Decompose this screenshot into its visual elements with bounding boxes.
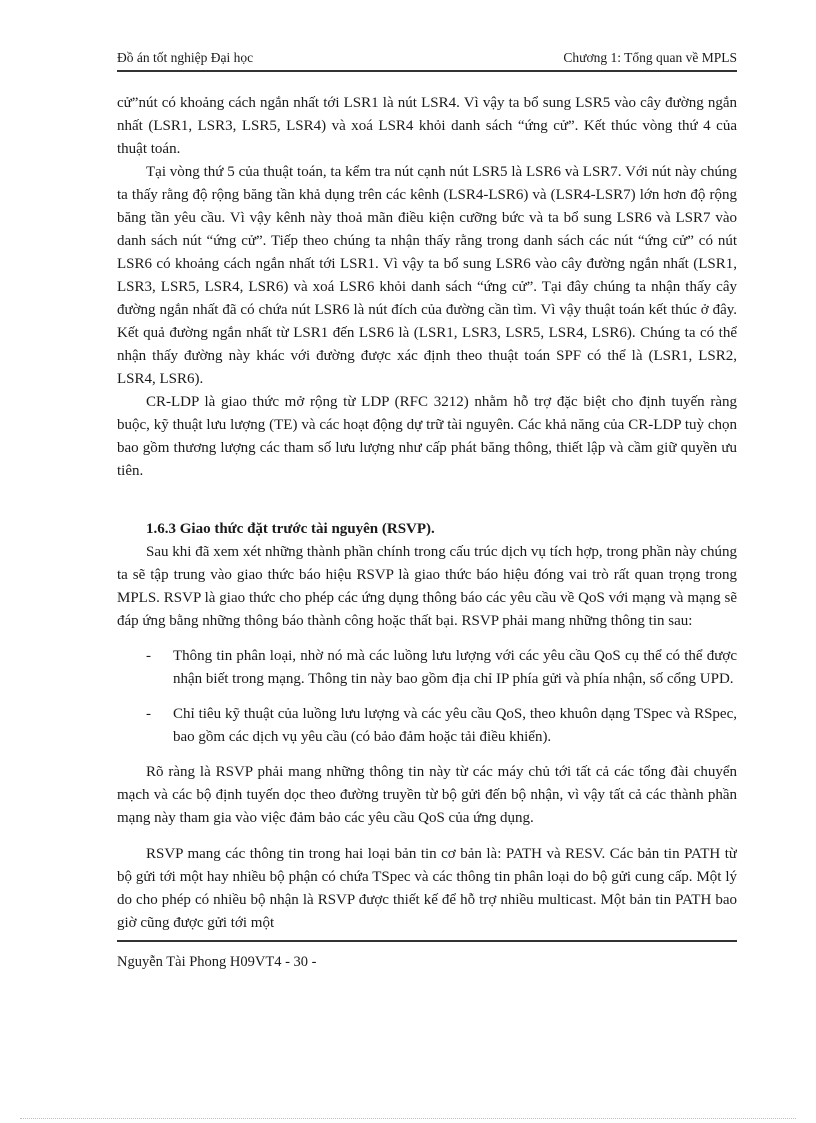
paragraph-1: cử”nút có khoảng cách ngắn nhất tới LSR1 là nút LSR4. Vì vậy ta bổ sung LSR5 vào cây đường ngắn nhất (LSR1, LSR3, LSR5, LSR4) và xoá LSR4 khỏi danh sách “ứng cử”. Kết thúc vòng thứ 4 của thuật toán. [117, 95, 737, 157]
paragraph-2: Tại vòng thứ 5 của thuật toán, ta kểm tra nút cạnh nút LSR5 là LSR6 và LSR7. Với nút này chúng ta thấy rằng độ rộng băng tần khả dụng trên các kênh (LSR4-LSR6) và (LSR4-LSR7) lớn hơn độ rộng băng tần yêu cầu. Vì vậy kênh này thoả mãn điều kiện cưỡng bức và ta bổ sung LSR6 và LSR7 vào danh sách nút “ứng cử”. Tiếp theo chúng ta nhận thấy rằng trong danh sách các nút “ứng cử” có nút LSR6 có khoảng cách ngắn nhất tới LSR1. Vì vậy ta bổ sung LSR6 vào cây đường ngắn nhất (LSR1, LSR3, LSR5, LSR4, LSR6) và xoá LSR6 khỏi danh sách “ứng cử”. Tại đây chúng ta nhận thấy cây đường ngắn nhất đã có chứa nút LSR6 là nút đích của đường cần tìm. Vì vậy thuật toán kết thúc ở đây. Kết quả đường ngắn nhất từ LSR1 đến LSR6 là (LSR1, LSR3, LSR5, LSR4, LSR6). Chúng ta có thể nhận thấy đường này khác với đường được xác định theo thuật toán SPF có thể là (LSR1, LSR2, LSR4, LSR6). [117, 164, 737, 387]
bullet-item [117, 645, 737, 691]
bullet-text: Thông tin phân loại, nhờ nó mà các luồng lưu lượng với các yêu cầu QoS cụ thể có thể được nhận biết trong mạng. Thông tin này bao gồm địa chỉ IP phía gửi và phía nhận, số cổng UPD. [173, 648, 737, 687]
header-chapter-title: Chương 1: Tổng quan về MPLS [563, 50, 737, 65]
page-header [117, 50, 737, 72]
page-footer: Nguyễn Tài Phong H09VT4 - 30 - [117, 954, 317, 970]
paragraph-5: Rõ ràng là RSVP phải mang những thông tin này từ các máy chủ tới tất cả các tổng đài chuyển mạch và các bộ định tuyến dọc theo đường truyền từ bộ gửi đến bộ nhận, vì vậy tất cả các thành phần mạng này tham gia vào việc đảm bảo các yêu cầu QoS của ứng dụng. [117, 764, 737, 826]
paragraph-3: CR-LDP là giao thức mở rộng từ LDP (RFC 3212) nhằm hỗ trợ đặc biệt cho định tuyến ràng buộc, kỹ thuật lưu lượng (TE) và các hoạt động dự trữ tài nguyên. Các khả năng của CR-LDP tuỳ chọn bao gồm thương lượng các tham số lưu lượng như cấp phát băng thông, thiết lập và cầm giữ quyền ưu tiên. [117, 394, 737, 479]
bullet-text: Chỉ tiêu kỹ thuật của luồng lưu lượng và các yêu cầu QoS, theo khuôn dạng TSpec và RSpec, bao gồm các dịch vụ yêu cầu (có bảo đảm hoặc tải điều khiển). [173, 706, 737, 745]
paragraph-6: RSVP mang các thông tin trong hai loại bản tin cơ bản là: PATH và RESV. Các bản tin PATH từ bộ gửi tới một hay nhiều bộ phận có chứa TSpec và các thông tin phân loại do bộ gửi cung cấp. Một lý do cho phép có nhiều bộ nhận là RSVP được thiết kế để hỗ trợ nhiều multicast. Một bản tin PATH bao giờ cũng được gửi tới một [117, 846, 737, 931]
header-document-title: Đồ án tốt nghiệp Đại học [117, 50, 254, 65]
bullet-item [117, 703, 737, 749]
bullet-dash: - [146, 648, 151, 664]
paragraph-4: Sau khi đã xem xét những thành phần chính trong cấu trúc dịch vụ tích hợp, trong phần này chúng ta sẽ tập trung vào giao thức báo hiệu RSVP là giao thức báo hiệu đóng vai trò rất quan trọng trong MPLS. RSVP là giao thức cho phép các ứng dụng thông báo các yêu cầu về QoS với mạng và mạng sẽ đáp ứng bằng những thông báo thành công hoặc thất bại. RSVP phải mang những thông tin sau: [117, 544, 737, 629]
page-body [117, 92, 737, 942]
page-boundary-line [20, 1118, 796, 1119]
section-heading: 1.6.3 Giao thức đặt trước tài nguyên (RSVP). [146, 521, 435, 537]
bullet-dash: - [146, 706, 151, 722]
